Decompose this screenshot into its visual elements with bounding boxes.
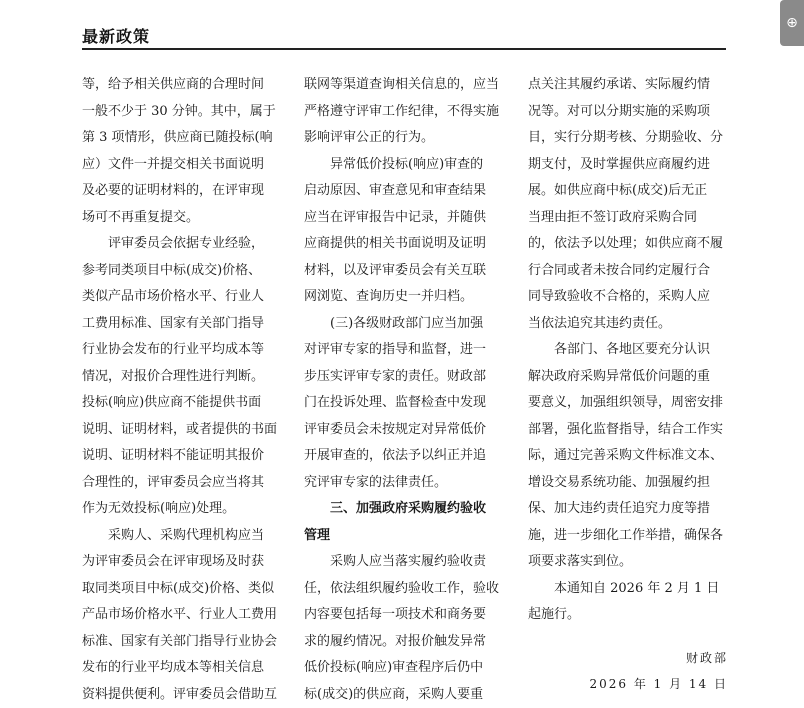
text-line: 保、加大违约责任追究力度等措 xyxy=(528,496,728,523)
text-line: 产品市场价格水平、行业人工费用 xyxy=(82,602,282,629)
text-line: 作为无效投标(响应)处理。 xyxy=(82,496,282,523)
text-line: 评审委员会依据专业经验， xyxy=(82,231,282,258)
text-line: 影响评审公正的行为。 xyxy=(304,125,504,152)
text-line: 2026 年 1 月 14 日 xyxy=(528,671,728,698)
text-line: 展。如供应商中标(成交)后无正 xyxy=(528,178,728,205)
text-line: 门在投诉处理、监督检查中发现 xyxy=(304,390,504,417)
text-line: 资料提供便利。评审委员会借助互 xyxy=(82,682,282,708)
text-line: 说明、证明材料不能证明其报价 xyxy=(82,443,282,470)
text-line: 部署，强化监督指导，结合工作实 xyxy=(528,417,728,444)
text-line: 行业协会发布的行业平均成本等 xyxy=(82,337,282,364)
text-line: 发布的行业平均成本等相关信息 xyxy=(82,655,282,682)
text-line: 三、加强政府采购履约验收 xyxy=(304,496,504,523)
text-column-3 xyxy=(528,72,728,698)
text-line: 评审委员会未按规定对异常低价 xyxy=(304,417,504,444)
text-line: 为评审委员会在评审现场及时获 xyxy=(82,549,282,576)
text-line: 采购人应当落实履约验收责 xyxy=(304,549,504,576)
text-line: 当依法追究其违约责任。 xyxy=(528,311,728,338)
text-line: 网浏览、查询历史一并归档。 xyxy=(304,284,504,311)
section-title: 最新政策 xyxy=(82,24,150,47)
text-line: 一般不少于 30 分钟。其中，属于 xyxy=(82,99,282,126)
text-line: 本通知自 2026 年 2 月 1 日 xyxy=(528,576,728,603)
text-line: 点关注其履约承诺、实际履约情 xyxy=(528,72,728,99)
text-line: 对评审专家的指导和监督，进一 xyxy=(304,337,504,364)
text-line: 应）文件一并提交相关书面说明 xyxy=(82,152,282,179)
text-line: 的，依法予以处理；如供应商不履 xyxy=(528,231,728,258)
text-line: 施，进一步细化工作举措，确保各 xyxy=(528,523,728,550)
text-line: 参考同类项目中标(成交)价格、 xyxy=(82,258,282,285)
text-line: 场可不再重复提交。 xyxy=(82,205,282,232)
text-line: 标(成交)的供应商，采购人要重 xyxy=(304,682,504,708)
text-line: 合理性的，评审委员会应当将其 xyxy=(82,470,282,497)
text-line: 情况，对报价合理性进行判断。 xyxy=(82,364,282,391)
text-line: 际，通过完善采购文件标准文本、 xyxy=(528,443,728,470)
text-line: 说明、证明材料，或者提供的书面 xyxy=(82,417,282,444)
text-line: 投标(响应)供应商不能提供书面 xyxy=(82,390,282,417)
text-line: 开展审查的，依法予以纠正并追 xyxy=(304,443,504,470)
text-line: 启动原因、审查意见和审查结果 xyxy=(304,178,504,205)
text-line: 标准、国家有关部门指导行业协会 xyxy=(82,629,282,656)
text-line: 起施行。 xyxy=(528,602,728,629)
text-line: 等，给予相关供应商的合理时间 xyxy=(82,72,282,99)
text-line: 当理由拒不签订政府采购合同 xyxy=(528,205,728,232)
text-line: 任，依法组织履约验收工作，验收 xyxy=(304,576,504,603)
text-line: (三)各级财政部门应当加强 xyxy=(304,311,504,338)
text-column-1 xyxy=(82,72,282,708)
text-line: 步压实评审专家的责任。财政部 xyxy=(304,364,504,391)
text-line: 采购人、采购代理机构应当 xyxy=(82,523,282,550)
text-line: 内容要包括每一项技术和商务要 xyxy=(304,602,504,629)
text-line: 严格遵守评审工作纪律，不得实施 xyxy=(304,99,504,126)
text-line: 行合同或者未按合同约定履行合 xyxy=(528,258,728,285)
text-line: 项要求落实到位。 xyxy=(528,549,728,576)
plus-circle-icon[interactable]: ⊕ xyxy=(780,0,804,46)
text-line: 低价投标(响应)审查程序后仍中 xyxy=(304,655,504,682)
text-line: 异常低价投标(响应)审查的 xyxy=(304,152,504,179)
text-line: 求的履约情况。对报价触发异常 xyxy=(304,629,504,656)
text-line: 应商提供的相关书面说明及证明 xyxy=(304,231,504,258)
text-line: 增设交易系统功能、加强履约担 xyxy=(528,470,728,497)
text-line: 解决政府采购异常低价问题的重 xyxy=(528,364,728,391)
text-line: 要意义，加强组织领导，周密安排 xyxy=(528,390,728,417)
text-line: 类似产品市场价格水平、行业人 xyxy=(82,284,282,311)
text-line: 况等。对可以分期实施的采购项 xyxy=(528,99,728,126)
text-line: 应当在评审报告中记录，并随供 xyxy=(304,205,504,232)
text-line: 各部门、各地区要充分认识 xyxy=(528,337,728,364)
text-line: 目，实行分期考核、分期验收、分 xyxy=(528,125,728,152)
text-line: 究评审专家的法律责任。 xyxy=(304,470,504,497)
text-column-2 xyxy=(304,72,504,708)
text-line: 材料，以及评审委员会有关互联 xyxy=(304,258,504,285)
text-line: 联网等渠道查询相关信息的，应当 xyxy=(304,72,504,99)
text-line: 同导致验收不合格的，采购人应 xyxy=(528,284,728,311)
text-line: 及必要的证明材料的，在评审现 xyxy=(82,178,282,205)
header-divider xyxy=(82,48,726,50)
text-line: 管理 xyxy=(304,523,504,550)
text-line: 工费用标准、国家有关部门指导 xyxy=(82,311,282,338)
text-line: 取同类项目中标(成交)价格、类似 xyxy=(82,576,282,603)
text-line: 期支付，及时掌握供应商履约进 xyxy=(528,152,728,179)
text-line: 第 3 项情形，供应商已随投标(响 xyxy=(82,125,282,152)
text-line: 财政部 xyxy=(528,629,728,672)
